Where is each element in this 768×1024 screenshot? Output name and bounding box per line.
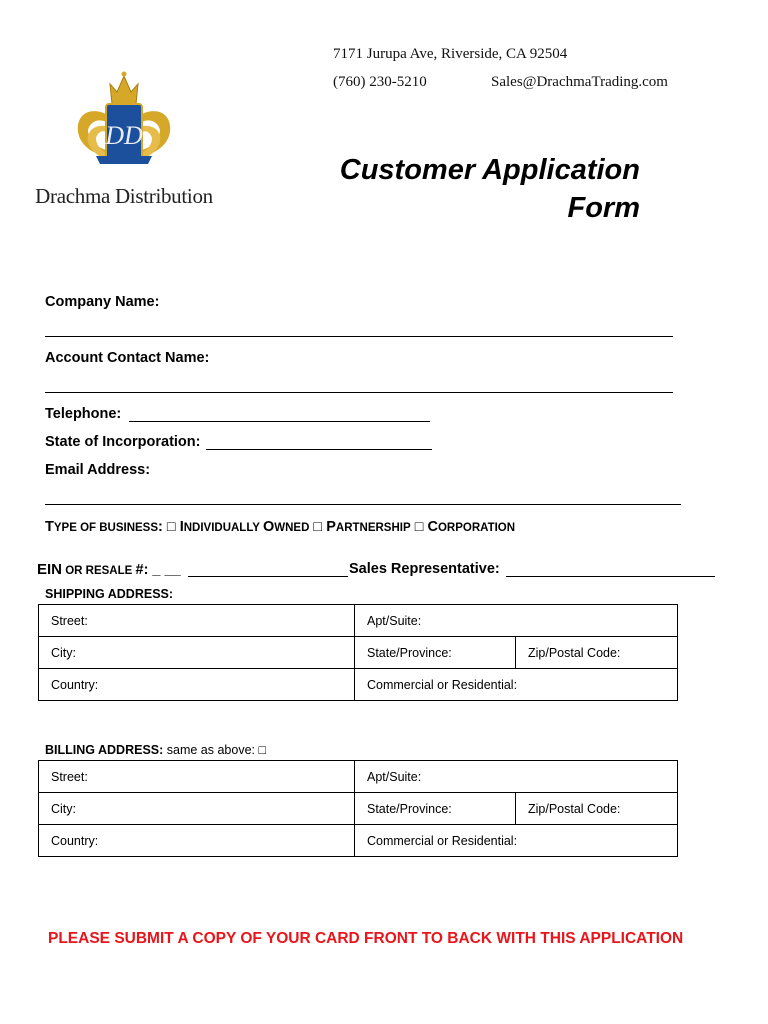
billing-heading: BILLING ADDRESS: [45, 743, 164, 757]
company-logo [18, 32, 230, 244]
partnership-checkbox[interactable]: □ [313, 519, 323, 535]
partnership-label: PARTNERSHIP [326, 519, 411, 535]
sales-rep-label: Sales Representative: [349, 561, 500, 577]
shipping-commercial-field[interactable]: Commercial or Residential: [355, 669, 678, 701]
billing-address-table [38, 760, 678, 857]
billing-zip-field[interactable]: Zip/Postal Code: [516, 793, 678, 825]
company-name-label: Company Name: [45, 294, 160, 310]
business-type-colon: : [158, 519, 167, 535]
individually-owned-checkbox[interactable]: □ [166, 519, 176, 535]
shipping-country-field[interactable]: Country: [39, 669, 355, 701]
state-incorp-line[interactable] [206, 449, 432, 450]
company-phone: (760) 230-5210 [333, 74, 427, 90]
logo-text: Drachma Distribution [35, 184, 213, 208]
title-line-1: Customer Application [339, 154, 640, 186]
table-row [39, 825, 678, 857]
title-line-2: Form [567, 192, 640, 224]
billing-heading-row [45, 743, 266, 757]
company-name-line[interactable] [45, 336, 673, 337]
ein-label: EIN OR RESALE #: _ __ [37, 561, 181, 578]
email-line[interactable] [45, 504, 681, 505]
billing-state-field[interactable]: State/Province: [355, 793, 516, 825]
billing-apt-field[interactable]: Apt/Suite: [355, 761, 678, 793]
shipping-state-field[interactable]: State/Province: [355, 637, 516, 669]
business-type-row [45, 519, 515, 535]
shipping-apt-field[interactable]: Apt/Suite: [355, 605, 678, 637]
account-contact-line[interactable] [45, 392, 673, 393]
table-row [39, 761, 678, 793]
logo-monogram: DD [105, 121, 143, 150]
same-as-above-label: same as above: [163, 743, 259, 757]
sales-rep-line[interactable] [506, 576, 715, 577]
shipping-street-field[interactable]: Street: [39, 605, 355, 637]
account-contact-label: Account Contact Name: [45, 350, 210, 366]
table-row [39, 793, 678, 825]
same-as-above-checkbox[interactable]: □ [258, 743, 267, 757]
telephone-line[interactable] [129, 421, 430, 422]
billing-city-field[interactable]: City: [39, 793, 355, 825]
billing-street-field[interactable]: Street: [39, 761, 355, 793]
submission-notice: PLEASE SUBMIT A COPY OF YOUR CARD FRONT TO BACK WITH THIS APPLICATION [48, 930, 684, 947]
crest-icon [18, 32, 230, 182]
telephone-label: Telephone: [45, 406, 122, 422]
email-label: Email Address: [45, 462, 151, 478]
table-row [39, 637, 678, 669]
table-row [39, 605, 678, 637]
ein-line[interactable] [188, 576, 348, 577]
individually-owned-label: INDIVIDUALLY OWNED [179, 519, 310, 535]
company-email[interactable]: Sales@DrachmaTrading.com [491, 74, 668, 90]
billing-country-field[interactable]: Country: [39, 825, 355, 857]
form-title [340, 151, 640, 227]
billing-commercial-field[interactable]: Commercial or Residential: [355, 825, 678, 857]
corporation-label: CORPORATION [427, 519, 516, 535]
state-incorp-label: State of Incorporation: [45, 434, 201, 450]
shipping-zip-field[interactable]: Zip/Postal Code: [516, 637, 678, 669]
shipping-heading: SHIPPING ADDRESS: [45, 587, 174, 601]
table-row [39, 669, 678, 701]
corporation-checkbox[interactable]: □ [414, 519, 424, 535]
shipping-address-table [38, 604, 678, 701]
shipping-city-field[interactable]: City: [39, 637, 355, 669]
company-address: 7171 Jurupa Ave, Riverside, CA 92504 [333, 46, 568, 62]
business-type-cap: T [45, 519, 54, 535]
business-type-rest: YPE OF BUSINESS [53, 522, 159, 534]
